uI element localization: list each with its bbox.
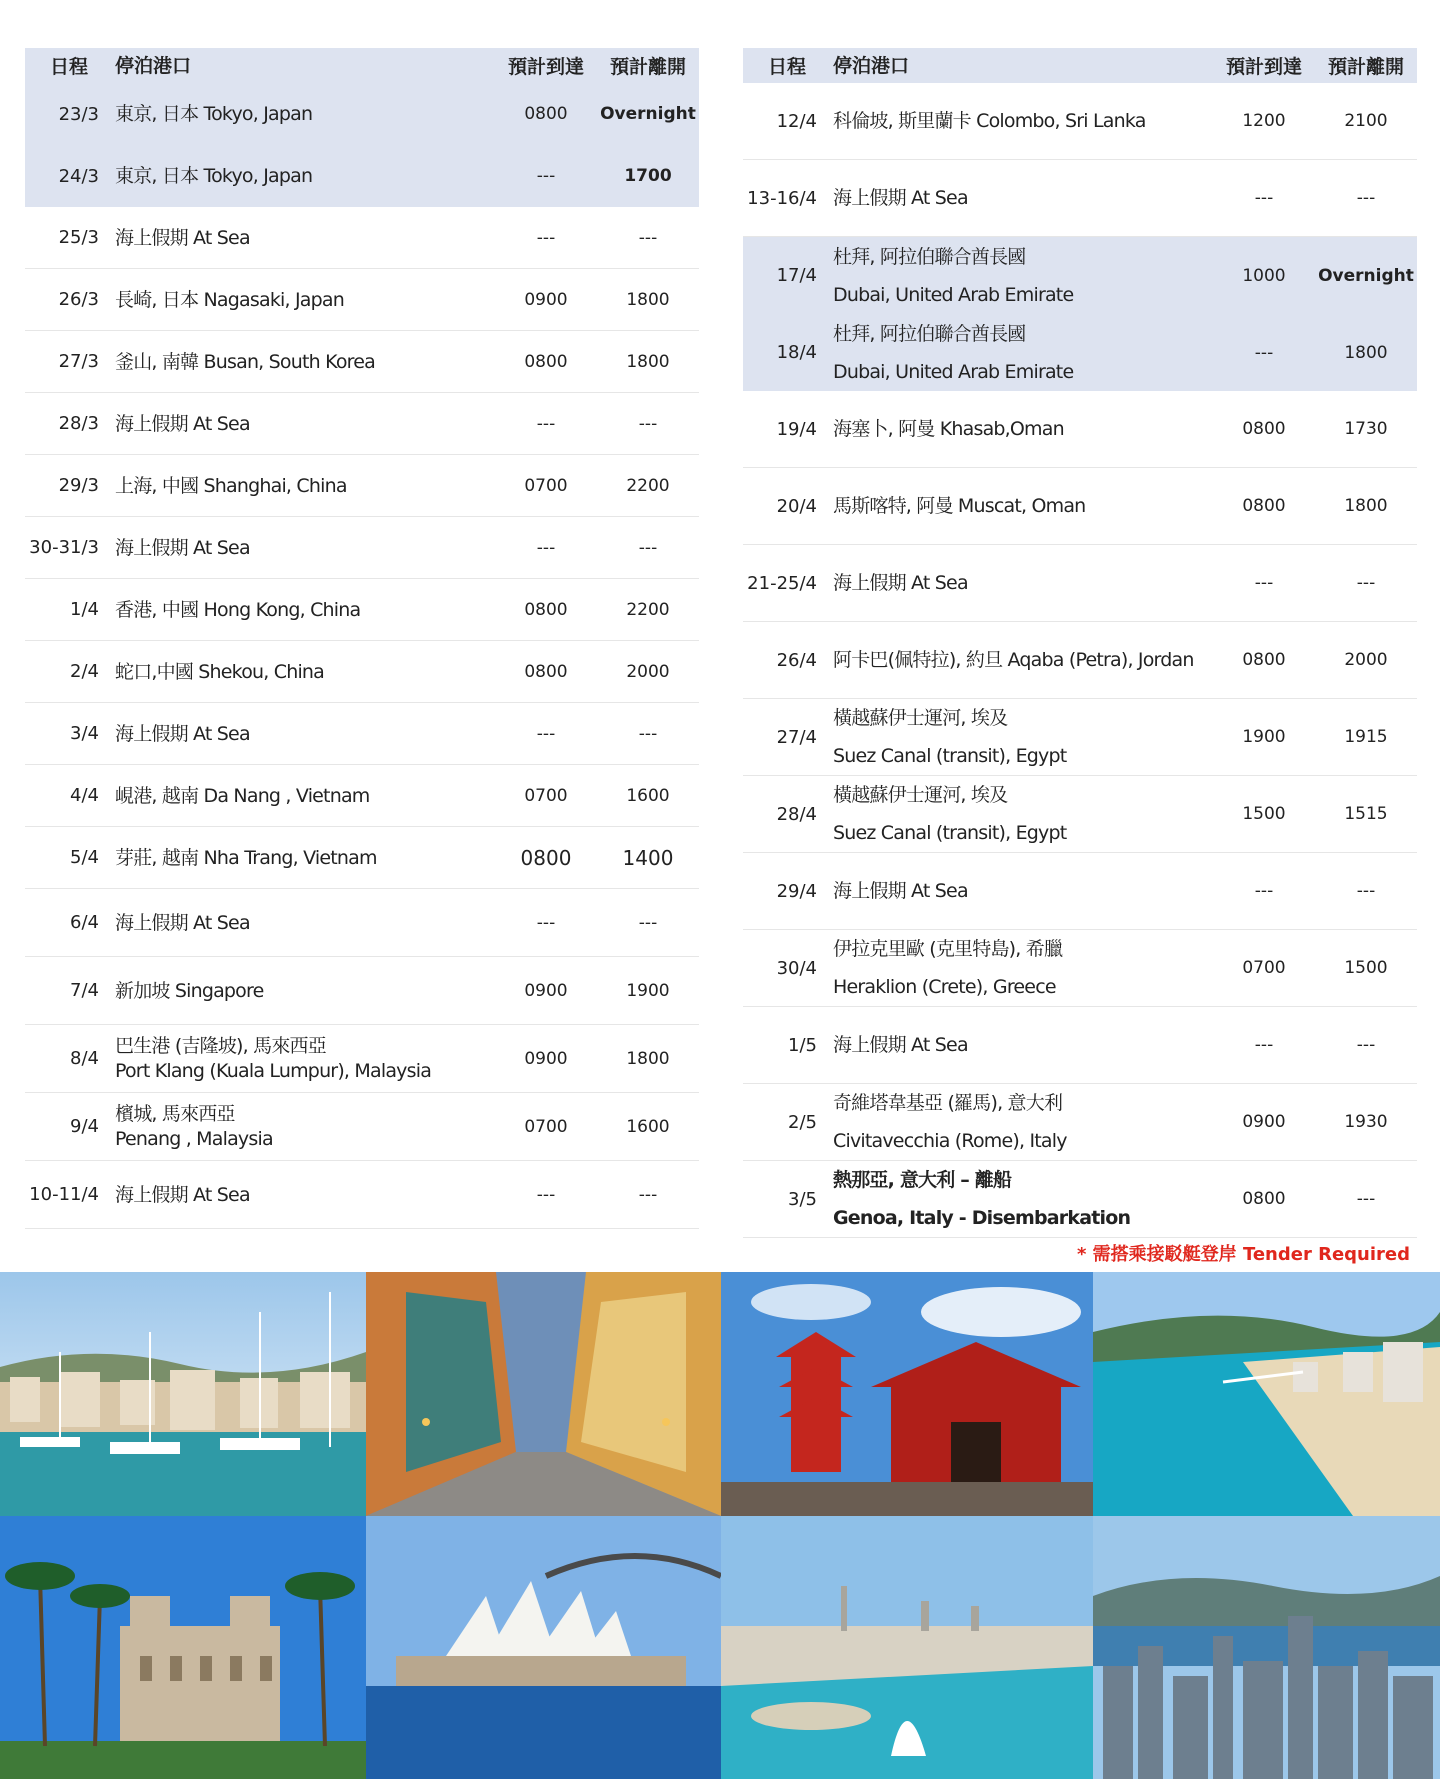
row-port bbox=[821, 643, 1213, 677]
port-line: 釜山, 南韓 Busan, South Korea bbox=[115, 350, 375, 373]
row-depart: 1600 bbox=[626, 785, 670, 806]
row-depart: 1800 bbox=[1344, 496, 1388, 516]
row-date: 10-11/4 bbox=[29, 1184, 99, 1205]
header-depart: 預計離開 bbox=[1327, 56, 1404, 78]
row-port bbox=[103, 717, 495, 751]
header-port: 停泊港口 bbox=[115, 54, 192, 77]
photo-palace-palms bbox=[0, 1516, 366, 1779]
row-arrive: 0800 bbox=[524, 104, 568, 124]
port-line: 馬斯喀特, 阿曼 Muscat, Oman bbox=[833, 495, 1086, 517]
port-line: 上海, 中國 Shanghai, China bbox=[115, 474, 347, 497]
row-depart: 1800 bbox=[626, 289, 670, 310]
row-port bbox=[821, 238, 1213, 314]
photo-beach-bay bbox=[1093, 1272, 1440, 1516]
port-line: 海上假期 At Sea bbox=[115, 911, 250, 934]
row-depart: --- bbox=[638, 723, 658, 744]
row-arrive: 0800 bbox=[1242, 496, 1286, 516]
row-port bbox=[821, 1028, 1213, 1062]
row-date: 28/4 bbox=[776, 803, 817, 825]
row-arrive: 0800 bbox=[1242, 1189, 1286, 1209]
row-depart: 1400 bbox=[622, 845, 674, 870]
itinerary-table-left bbox=[25, 48, 699, 1229]
row-date: 21-25/4 bbox=[747, 572, 817, 594]
row-depart: --- bbox=[1356, 1189, 1376, 1209]
row-port bbox=[103, 159, 495, 193]
row-port bbox=[103, 97, 495, 131]
table-row bbox=[25, 1025, 699, 1093]
row-arrive: --- bbox=[1254, 342, 1274, 363]
port-line: Dubai, United Arab Emirate bbox=[833, 360, 1074, 383]
port-line: 科倫坡, 斯里蘭卡 Colombo, Sri Lanka bbox=[833, 110, 1146, 132]
table-row bbox=[743, 1007, 1417, 1084]
row-depart: --- bbox=[1356, 573, 1376, 593]
row-port bbox=[103, 1034, 495, 1084]
table-row bbox=[743, 622, 1417, 699]
port-line: Port Klang (Kuala Lumpur), Malaysia bbox=[115, 1059, 432, 1082]
row-port bbox=[821, 489, 1213, 523]
row-port bbox=[103, 283, 495, 317]
table-row bbox=[25, 393, 699, 455]
row-depart: --- bbox=[638, 1184, 658, 1205]
row-depart: --- bbox=[638, 413, 658, 434]
row-port bbox=[103, 345, 495, 379]
row-port bbox=[821, 1161, 1213, 1237]
header-arrive: 預計到達 bbox=[1225, 56, 1302, 78]
port-line: 海上假期 At Sea bbox=[115, 412, 250, 435]
row-date: 7/4 bbox=[70, 980, 99, 1001]
port-line: 海上假期 At Sea bbox=[833, 1034, 968, 1056]
row-date: 23/3 bbox=[58, 103, 99, 125]
row-port bbox=[821, 315, 1213, 391]
row-port bbox=[103, 469, 495, 503]
photo-opera-house bbox=[366, 1516, 721, 1779]
port-line: 奇維塔韋基亞 (羅馬), 意大利 bbox=[833, 1092, 1063, 1114]
table-row bbox=[743, 853, 1417, 930]
table-row bbox=[25, 83, 699, 145]
row-date: 2/4 bbox=[70, 661, 99, 682]
row-port bbox=[103, 1178, 495, 1212]
table-row bbox=[743, 1161, 1417, 1238]
port-line: 海上假期 At Sea bbox=[115, 1183, 250, 1206]
table-row bbox=[25, 207, 699, 269]
row-arrive: --- bbox=[536, 537, 556, 558]
row-date: 20/4 bbox=[776, 495, 817, 517]
row-arrive: 1000 bbox=[1242, 265, 1286, 286]
row-date: 18/4 bbox=[776, 342, 817, 363]
row-date: 27/3 bbox=[58, 351, 99, 372]
port-line: 杜拜, 阿拉伯聯合酋長國 bbox=[833, 322, 1026, 345]
table-row bbox=[25, 641, 699, 703]
table-row bbox=[743, 314, 1417, 391]
header-date: 日程 bbox=[49, 56, 88, 78]
table-row bbox=[743, 699, 1417, 776]
table-row bbox=[25, 331, 699, 393]
row-date: 24/3 bbox=[58, 165, 99, 187]
row-arrive: 0800 bbox=[524, 351, 568, 372]
row-arrive: 0900 bbox=[524, 289, 568, 310]
port-line: 蛇口,中國 Shekou, China bbox=[115, 660, 325, 683]
table-row bbox=[25, 703, 699, 765]
row-date: 8/4 bbox=[70, 1048, 99, 1069]
row-arrive: 0700 bbox=[1242, 958, 1286, 978]
row-depart: 1515 bbox=[1344, 804, 1388, 824]
row-date: 26/3 bbox=[58, 289, 99, 310]
row-arrive: 0700 bbox=[524, 785, 568, 806]
row-depart: 1915 bbox=[1344, 727, 1388, 747]
table-row bbox=[25, 455, 699, 517]
port-line: Dubai, United Arab Emirate bbox=[833, 283, 1074, 306]
row-port bbox=[103, 1102, 495, 1152]
table-row bbox=[25, 517, 699, 579]
row-port bbox=[821, 566, 1213, 600]
table-row bbox=[25, 1093, 699, 1161]
row-date: 29/3 bbox=[58, 475, 99, 496]
port-line: 新加坡 Singapore bbox=[115, 979, 264, 1002]
row-date: 3/5 bbox=[788, 1188, 817, 1210]
port-line: 長崎, 日本 Nagasaki, Japan bbox=[115, 288, 344, 311]
table-body bbox=[25, 83, 699, 1229]
row-arrive: --- bbox=[536, 413, 556, 434]
port-line: Suez Canal (transit), Egypt bbox=[833, 822, 1067, 844]
row-date: 27/4 bbox=[776, 726, 817, 748]
row-date: 17/4 bbox=[776, 265, 817, 286]
table-row bbox=[25, 145, 699, 207]
table-row bbox=[25, 889, 699, 957]
header-arrive: 預計到達 bbox=[507, 56, 584, 78]
table-row bbox=[25, 827, 699, 889]
row-date: 25/3 bbox=[58, 227, 99, 248]
row-arrive: --- bbox=[536, 227, 556, 248]
row-date: 9/4 bbox=[70, 1116, 99, 1137]
port-line: 伊拉克里歐 (克里特島), 希臘 bbox=[833, 938, 1063, 960]
row-depart: --- bbox=[638, 537, 658, 558]
table-row bbox=[743, 545, 1417, 622]
table-body bbox=[743, 83, 1417, 1238]
row-depart: 1800 bbox=[626, 1048, 670, 1069]
port-line: Civitavecchia (Rome), Italy bbox=[833, 1130, 1067, 1152]
row-arrive: --- bbox=[536, 1184, 556, 1205]
table-row bbox=[25, 579, 699, 641]
row-depart: --- bbox=[1356, 881, 1376, 901]
table-row bbox=[25, 269, 699, 331]
port-line: 海上假期 At Sea bbox=[833, 187, 968, 209]
row-port bbox=[821, 699, 1213, 775]
port-line: 海塞卜, 阿曼 Khasab,Oman bbox=[833, 418, 1064, 440]
row-date: 30/4 bbox=[776, 957, 817, 979]
row-depart: 2200 bbox=[626, 475, 670, 496]
port-line: 橫越蘇伊士運河, 埃及 bbox=[833, 784, 1008, 806]
row-date: 28/3 bbox=[58, 413, 99, 434]
row-port bbox=[103, 221, 495, 255]
row-depart: 2200 bbox=[626, 599, 670, 620]
row-arrive: 1200 bbox=[1242, 111, 1286, 131]
row-port bbox=[103, 974, 495, 1008]
row-arrive: 0900 bbox=[524, 980, 568, 1001]
row-port bbox=[821, 1084, 1213, 1160]
header-date: 日程 bbox=[767, 56, 806, 78]
row-arrive: 0800 bbox=[1242, 650, 1286, 670]
row-date: 3/4 bbox=[70, 723, 99, 744]
row-depart: 1600 bbox=[626, 1116, 670, 1137]
port-line: 檳城, 馬來西亞 bbox=[115, 1102, 235, 1125]
row-port bbox=[821, 412, 1213, 446]
row-arrive: 1500 bbox=[1242, 804, 1286, 824]
table-header bbox=[743, 48, 1417, 83]
header-port: 停泊港口 bbox=[833, 54, 910, 77]
row-date: 13-16/4 bbox=[747, 187, 817, 209]
row-depart: Overnight bbox=[1318, 265, 1414, 286]
row-arrive: 0900 bbox=[524, 1048, 568, 1069]
row-arrive: 0900 bbox=[1242, 1112, 1286, 1132]
row-date: 1/5 bbox=[788, 1034, 817, 1056]
port-line: Heraklion (Crete), Greece bbox=[833, 976, 1056, 998]
photo-dubai-coast bbox=[721, 1516, 1093, 1779]
itinerary-table-right bbox=[743, 48, 1417, 1238]
row-depart: 1730 bbox=[1344, 419, 1388, 439]
port-line: 阿卡巴(佩特拉), 約旦 Aqaba (Petra), Jordan bbox=[833, 649, 1194, 671]
row-arrive: 0800 bbox=[1242, 419, 1286, 439]
row-port bbox=[103, 841, 495, 875]
row-port bbox=[103, 906, 495, 940]
row-date: 12/4 bbox=[776, 110, 817, 132]
row-arrive: --- bbox=[536, 166, 556, 186]
row-arrive: 0800 bbox=[524, 661, 568, 682]
row-date: 30-31/3 bbox=[29, 537, 99, 558]
port-line: 巴生港 (吉隆坡), 馬來西亞 bbox=[115, 1034, 326, 1057]
row-port bbox=[103, 655, 495, 689]
port-line: Suez Canal (transit), Egypt bbox=[833, 745, 1067, 767]
table-row bbox=[743, 1084, 1417, 1161]
row-port bbox=[103, 593, 495, 627]
table-row bbox=[743, 468, 1417, 545]
row-port bbox=[103, 407, 495, 441]
row-date: 26/4 bbox=[776, 649, 817, 671]
photo-japanese-temple bbox=[721, 1272, 1093, 1516]
row-port bbox=[103, 779, 495, 813]
port-line: 杜拜, 阿拉伯聯合酋長國 bbox=[833, 245, 1026, 268]
row-arrive: --- bbox=[536, 723, 556, 744]
row-date: 19/4 bbox=[776, 418, 817, 440]
row-depart: --- bbox=[1356, 188, 1376, 208]
table-row bbox=[25, 1161, 699, 1229]
row-port bbox=[821, 776, 1213, 852]
row-port bbox=[821, 874, 1213, 908]
row-date: 6/4 bbox=[70, 912, 99, 933]
row-depart: 1930 bbox=[1344, 1112, 1388, 1132]
port-line: Genoa, Italy - Disembarkation bbox=[833, 1207, 1131, 1229]
port-line: 東京, 日本 Tokyo, Japan bbox=[115, 103, 313, 125]
row-arrive: --- bbox=[536, 912, 556, 933]
port-line: 峴港, 越南 Da Nang , Vietnam bbox=[115, 784, 370, 807]
row-depart: --- bbox=[1356, 1035, 1376, 1055]
table-row bbox=[743, 160, 1417, 237]
row-depart: 1700 bbox=[624, 166, 672, 186]
table-header bbox=[25, 48, 699, 83]
tender-note: * 需搭乘接駁艇登岸 Tender Required bbox=[1077, 1244, 1410, 1265]
port-line: 東京, 日本 Tokyo, Japan bbox=[115, 165, 313, 187]
row-date: 1/4 bbox=[70, 599, 99, 620]
row-port bbox=[821, 930, 1213, 1006]
row-depart: Overnight bbox=[600, 104, 696, 124]
table-row bbox=[743, 83, 1417, 160]
table-row bbox=[743, 930, 1417, 1007]
table-row bbox=[25, 957, 699, 1025]
row-date: 29/4 bbox=[776, 880, 817, 902]
port-line: 海上假期 At Sea bbox=[115, 722, 250, 745]
row-port bbox=[103, 531, 495, 565]
row-arrive: --- bbox=[1254, 188, 1274, 208]
row-arrive: 0700 bbox=[524, 1116, 568, 1137]
table-row bbox=[743, 237, 1417, 314]
row-arrive: --- bbox=[1254, 1035, 1274, 1055]
row-arrive: --- bbox=[1254, 573, 1274, 593]
row-arrive: 0800 bbox=[524, 599, 568, 620]
row-depart: --- bbox=[638, 912, 658, 933]
port-line: 芽莊, 越南 Nha Trang, Vietnam bbox=[115, 846, 377, 869]
row-depart: --- bbox=[638, 227, 658, 248]
photo-harbour-marina bbox=[0, 1272, 366, 1516]
row-depart: 1900 bbox=[626, 980, 670, 1001]
row-depart: 2000 bbox=[1344, 650, 1388, 670]
port-line: 橫越蘇伊士運河, 埃及 bbox=[833, 707, 1008, 729]
header-depart: 預計離開 bbox=[609, 56, 686, 78]
row-depart: 2000 bbox=[626, 661, 670, 682]
table-row bbox=[743, 391, 1417, 468]
row-port bbox=[821, 181, 1213, 215]
table-row bbox=[743, 776, 1417, 853]
row-depart: 1500 bbox=[1344, 958, 1388, 978]
row-depart: 2100 bbox=[1344, 111, 1388, 131]
table-row bbox=[25, 765, 699, 827]
row-date: 5/4 bbox=[70, 847, 99, 868]
port-line: 海上假期 At Sea bbox=[833, 880, 968, 902]
row-date: 2/5 bbox=[788, 1111, 817, 1133]
row-port bbox=[821, 104, 1213, 138]
row-arrive: --- bbox=[1254, 881, 1274, 901]
port-line: Penang , Malaysia bbox=[115, 1127, 273, 1150]
row-arrive: 1900 bbox=[1242, 727, 1286, 747]
row-depart: 1800 bbox=[1344, 342, 1388, 363]
row-date: 4/4 bbox=[70, 785, 99, 806]
port-line: 海上假期 At Sea bbox=[115, 226, 250, 249]
photo-colonial-street bbox=[366, 1272, 721, 1516]
row-arrive: 0800 bbox=[520, 845, 572, 870]
row-arrive: 0700 bbox=[524, 475, 568, 496]
port-line: 海上假期 At Sea bbox=[833, 572, 968, 594]
row-depart: 1800 bbox=[626, 351, 670, 372]
photo-hong-kong-skyline bbox=[1093, 1516, 1440, 1779]
port-line: 香港, 中國 Hong Kong, China bbox=[115, 598, 361, 621]
port-line: 熱那亞, 意大利 – 離船 bbox=[833, 1169, 1012, 1191]
port-line: 海上假期 At Sea bbox=[115, 536, 250, 559]
